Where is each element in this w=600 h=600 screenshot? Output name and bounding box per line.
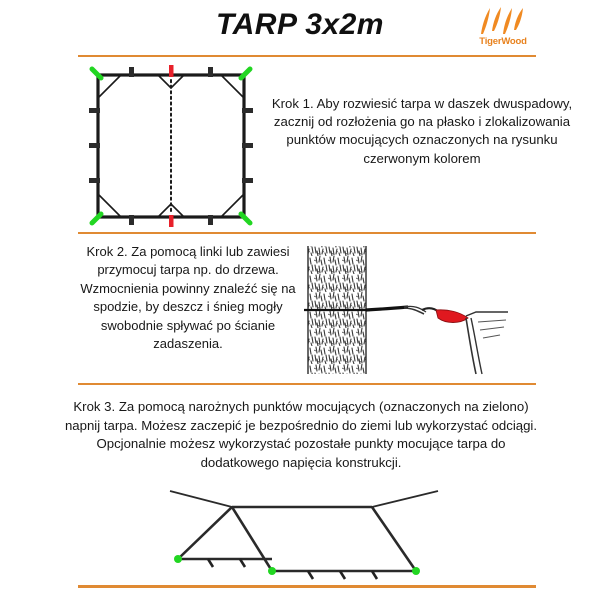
marker-green-corner-right — [412, 567, 420, 575]
step-1-text: Krok 1. Aby rozwiesić tarpa w daszek dwuspadowy, zacznij od rozłożenia go na płasko i zlokalizowania punktów mocujących oznaczonych na rysunku czerwonym kolorem — [271, 96, 573, 166]
marker-green-tl — [92, 69, 101, 78]
tarp-flat-layout-diagram — [78, 60, 268, 232]
stake — [208, 559, 213, 567]
marker-green-tr — [241, 69, 250, 78]
marker-green-corner-mid — [268, 567, 276, 575]
divider-step2 — [78, 232, 536, 234]
divider-step3 — [78, 383, 536, 385]
tiger-claw-marks-icon — [476, 6, 530, 36]
brand-logo — [468, 6, 538, 52]
marker-green-bl — [92, 214, 101, 223]
tree-attachment-diagram — [300, 238, 540, 383]
attachment-cord — [366, 307, 408, 310]
marker-green-corner-left — [174, 555, 182, 563]
page-title: TARP 3x2m — [216, 8, 384, 41]
pitched-tarp-diagram — [160, 485, 450, 585]
step-3-text: Krok 3. Za pomocą narożnych punktów mocujących (oznaczonych na zielono) napnij tarpa. Możesz zaczepić je bezpośrednio do ziemi lub wykorzystać odciągi. Opcjonalnie możesz wykorzystać pozostałe punkty mocujące tarpa do dodatkowego napięcia konstrukcji. — [64, 399, 538, 471]
step-2-text: Krok 2. Za pomocą linki lub zawiesi przymocuj tarpa np. do drzewa. Wzmocnienia powinny znaleźć się na spodzie, by deszcz i śnieg mogły swobodnie spływać po ścianie zadaszenia. — [80, 244, 296, 352]
tarp-fabric-edge — [466, 318, 476, 374]
divider-bottom — [78, 585, 536, 588]
red-reinforcement-patch — [436, 310, 468, 323]
ridge-guyline-left — [170, 491, 232, 507]
marker-red-top — [169, 65, 174, 77]
brand-name: TigerWood — [479, 36, 527, 47]
stake — [240, 559, 245, 567]
divider-top — [78, 55, 536, 57]
page-header — [0, 0, 600, 56]
ridge-guyline-right — [372, 491, 438, 507]
marker-green-br — [241, 214, 250, 223]
marker-red-bottom — [169, 215, 174, 227]
